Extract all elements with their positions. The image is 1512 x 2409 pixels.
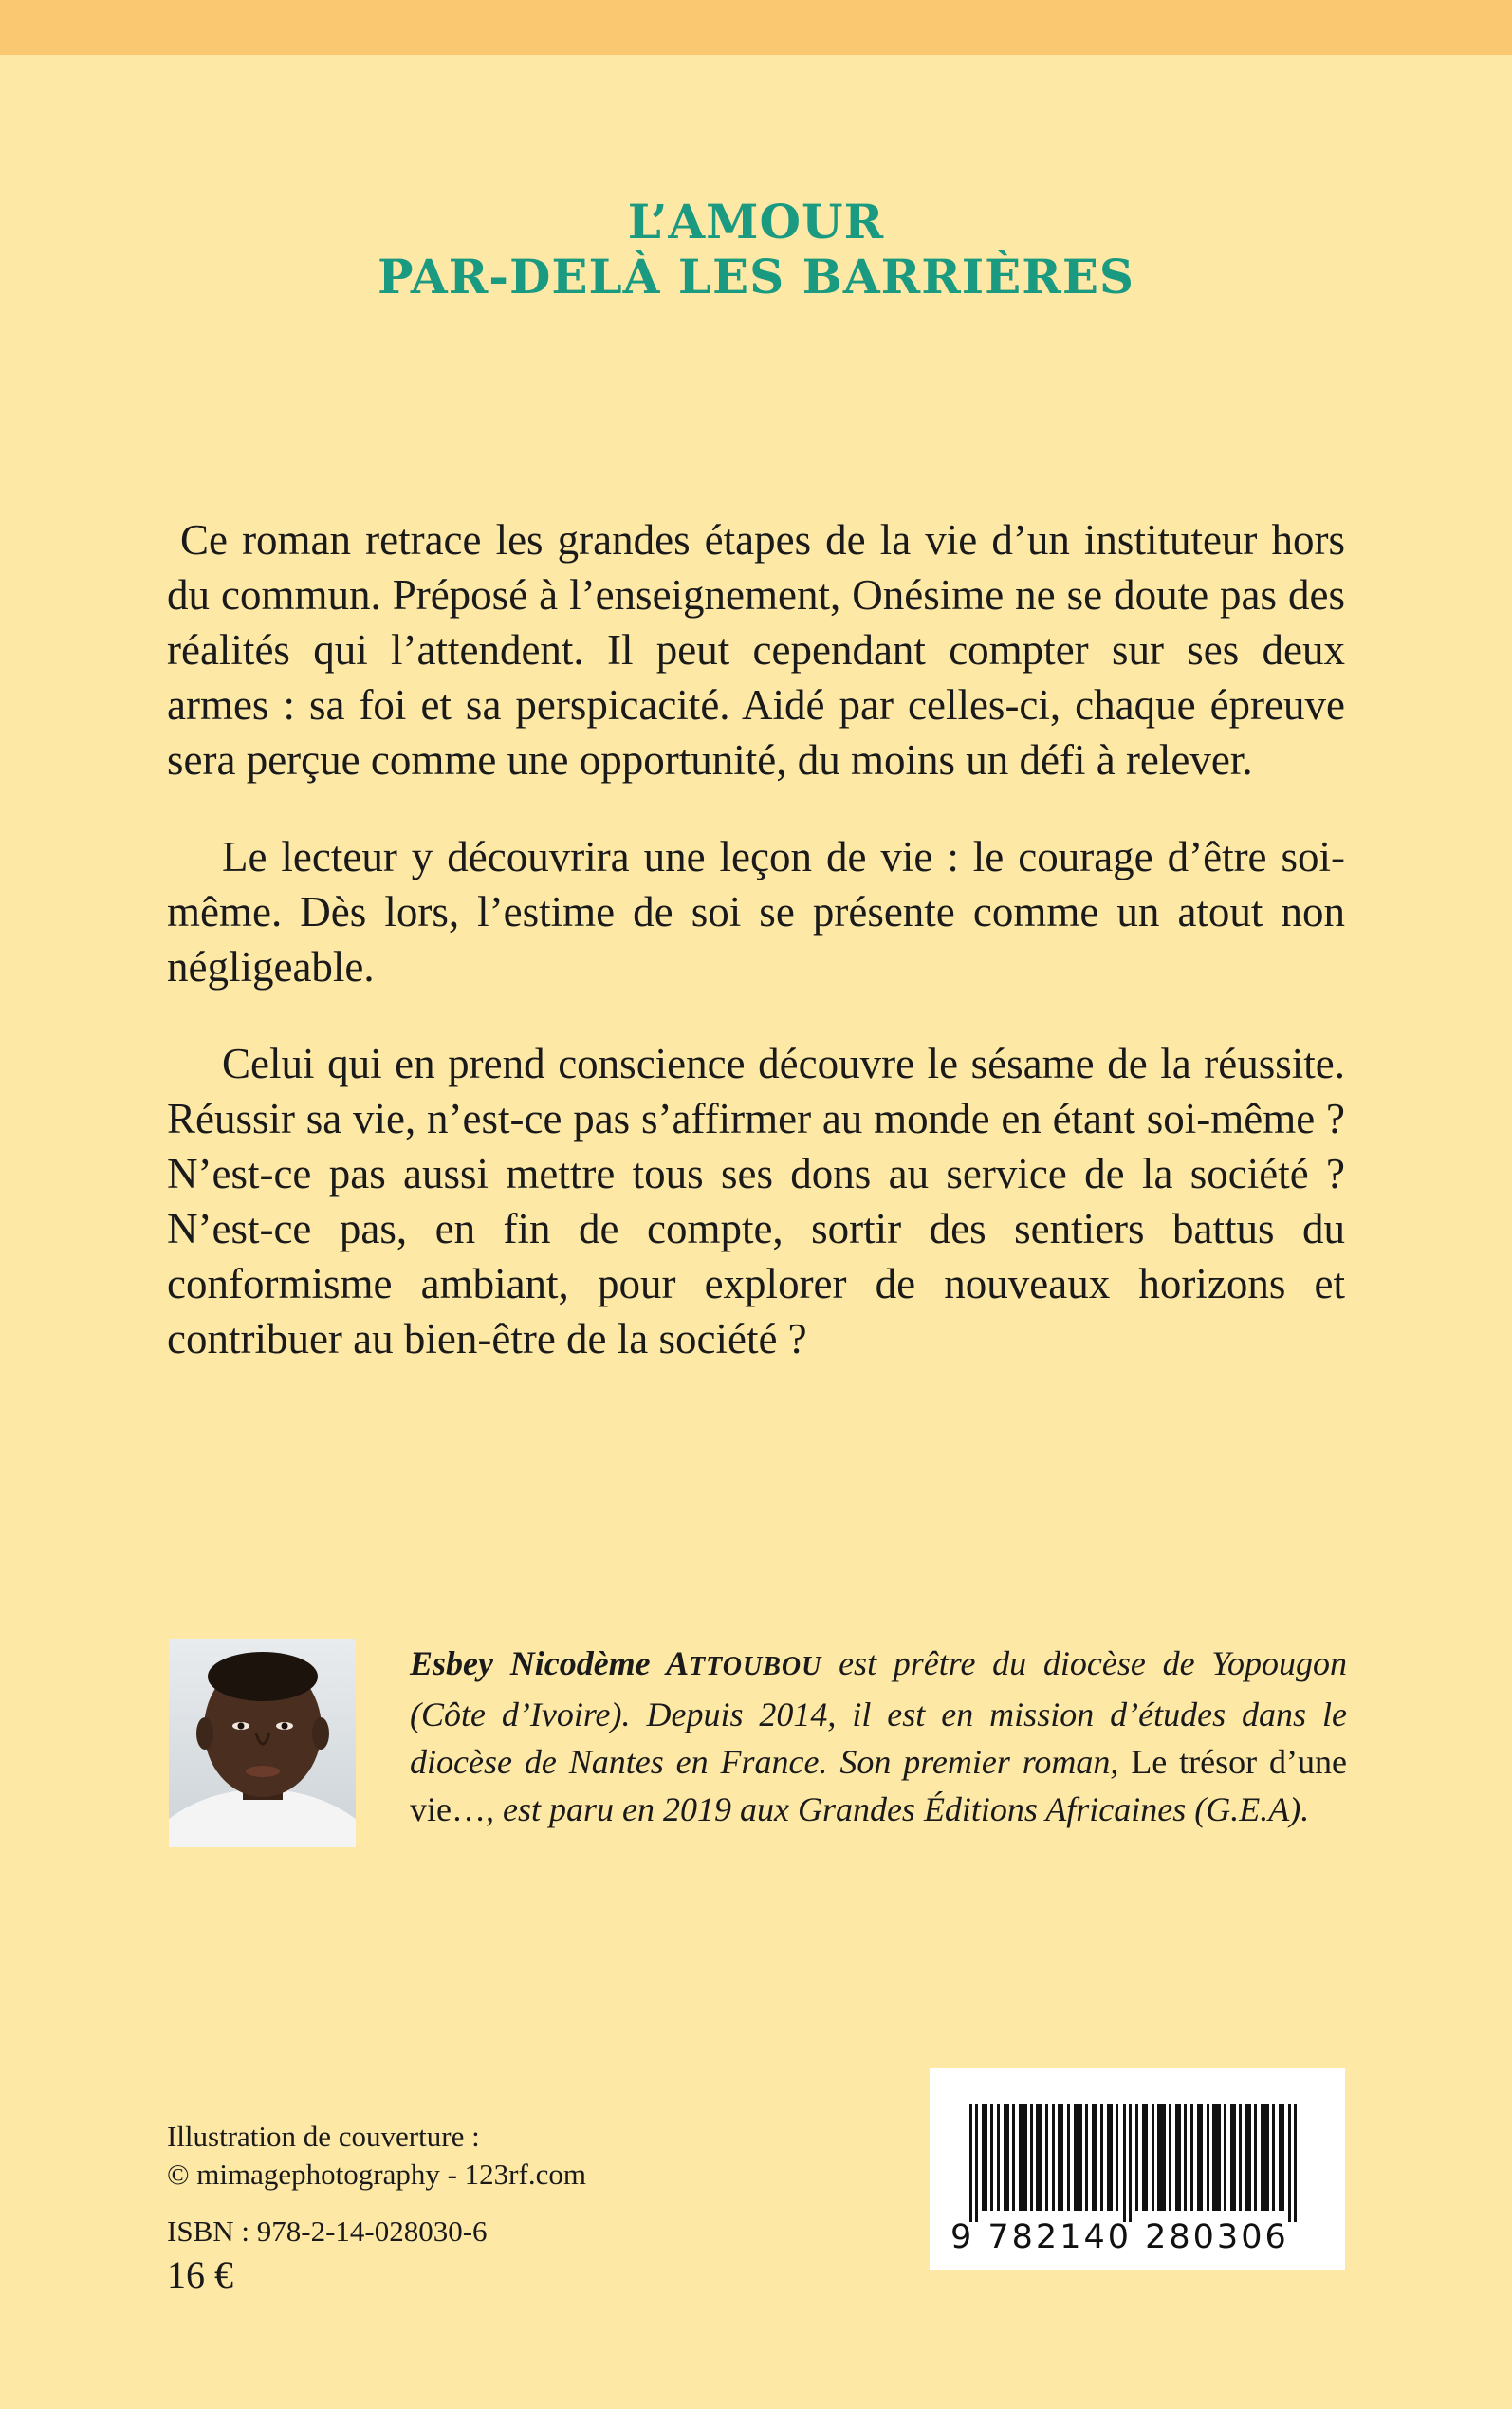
barcode-digits: 9 782140 280306 [950, 2218, 1289, 2256]
author-bio-text-2: , est paru en 2019 aux Grandes Éditions Africaines (G.E.A). [485, 1790, 1310, 1828]
back-cover-blurb [167, 512, 1345, 1408]
book-title-line-2: PAR-DELÀ LES BARRIÈRES [377, 249, 1135, 305]
blurb-paragraph-3: Celui qui en prend conscience découvre le sésame de la réussite. Réussir sa vie, n’est-ce pas s’affirmer au monde en étant soi-même ? N’est-ce pas aussi mettre tous ses dons au service de la société ? N’est-ce pas, en fin de compte, sortir des sentiers battus du conformisme ambiant, pour explorer de nouveaux horizons et contribuer au bien-être de la société ? [167, 1040, 1345, 1362]
barcode-icon [958, 2104, 1317, 2222]
author-photo [169, 1639, 356, 1847]
price-text: 16 € [167, 2253, 233, 2296]
isbn-text: ISBN : 978-2-14-028030-6 [167, 2214, 488, 2248]
author-name [410, 1644, 821, 1682]
author-last-name-rest: TTOUBOU [689, 1652, 822, 1681]
author-bio-text-1: est prêtre du diocèse de Yopougon (Côte d’Ivoire). Depuis 2014, il est en mission d’études dans le diocèse de Nantes en France. Son premier roman, [410, 1644, 1348, 1781]
credits-line-2: © mimagephotography - 123rf.com [167, 2158, 586, 2191]
author-last-name-initial: A [666, 1644, 690, 1682]
author-previous-book-title: Le trésor d’une vie… [410, 1743, 1347, 1828]
cover-credits [167, 2118, 736, 2194]
author-bio [410, 1640, 1347, 1833]
top-color-band [0, 0, 1512, 55]
barcode-panel [930, 2068, 1345, 2270]
book-title-line-1: L’AMOUR [627, 194, 885, 250]
author-first-name: Esbey Nicodème [410, 1644, 651, 1682]
blurb-paragraph-1: Ce roman retrace les grandes étapes de la vie d’un instituteur hors du commun. Préposé à l’enseignement, Onésime ne se doute pas des réalités qui l’attendent. Il peut cependant compter sur ses deux armes : sa foi et sa perspicacité. Aidé par celles-ci, chaque épreuve sera perçue comme une opportunité, du moins un défi à relever. [167, 516, 1345, 784]
credits-line-1: Illustration de couverture : [167, 2120, 480, 2153]
blurb-paragraph-2: Le lecteur y découvrira une leçon de vie : le courage d’être soi-même. Dès lors, l’estime de soi se présente comme un atout non négligeable. [167, 833, 1345, 991]
author-portrait-image [169, 1639, 356, 1847]
book-title [0, 195, 1512, 305]
